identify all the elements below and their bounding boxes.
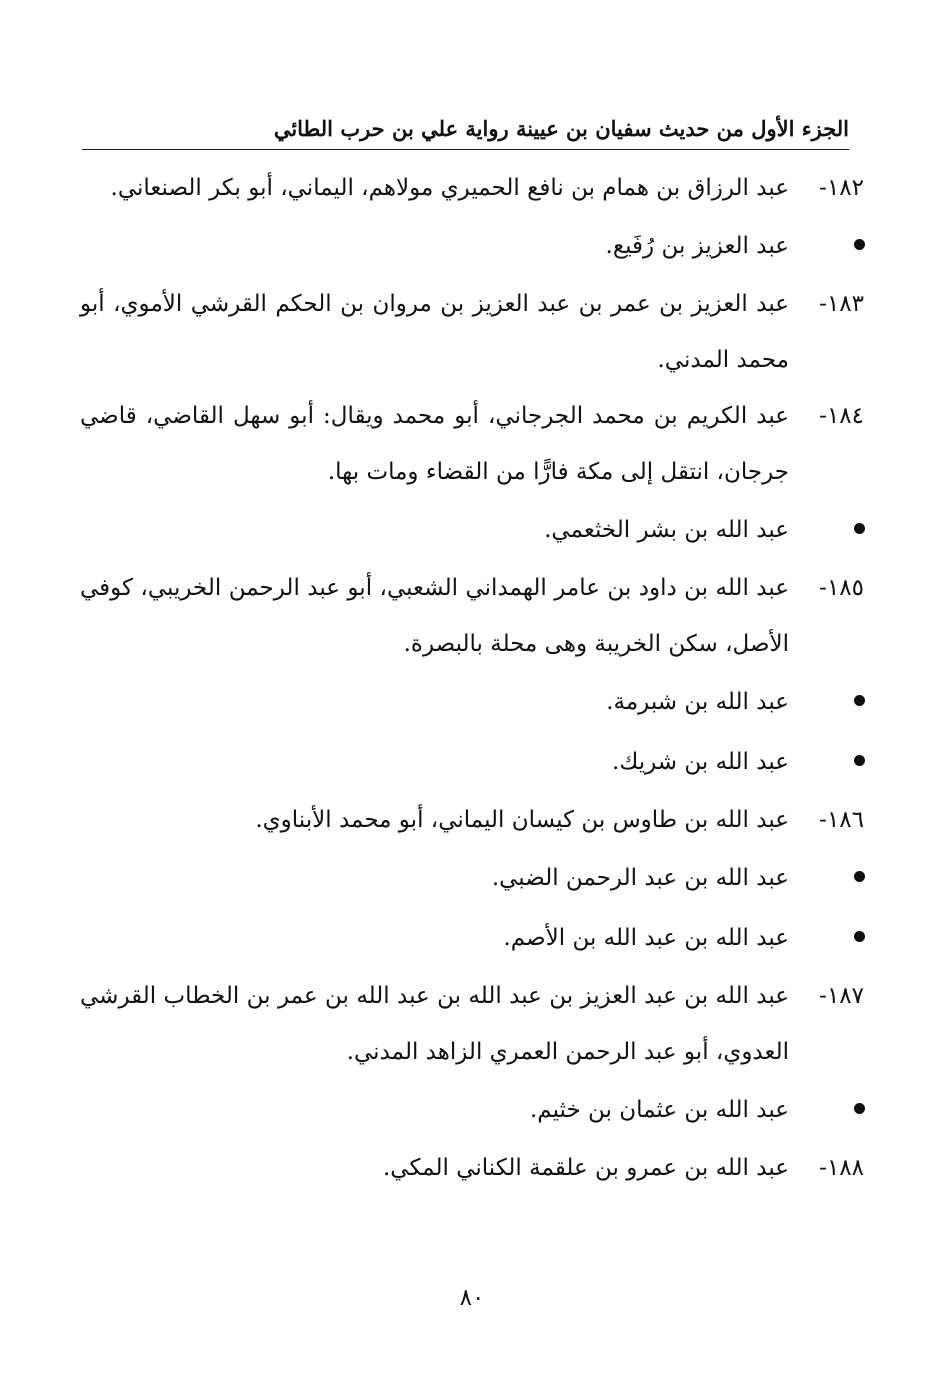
list-item (80, 968, 864, 1080)
entry-number: ١٨٣- (819, 291, 864, 317)
list-item (80, 500, 789, 560)
list-item (80, 908, 789, 968)
list-item (80, 1140, 864, 1196)
entry-text: عبد الله بن داود بن عامر الهمداني الشعبي، أبو عبد الرحمن الخريبي، كوفي الأصل، سكن الخريبة وهى محلة بالبصرة. (80, 575, 789, 657)
entry-number: ١٨٥- (819, 575, 864, 601)
page-number: ٨٠ (459, 1285, 485, 1311)
list-item (80, 560, 864, 672)
bullet-text: عبد الله بن بشر الخثعمي. (544, 517, 789, 543)
entry-number: ١٨٧- (819, 983, 864, 1009)
list-item (80, 848, 789, 908)
entry-text: عبد الله بن عبد العزيز بن عبد الله بن عبد الله بن عمر بن الخطاب القرشي العدوي، أبو عبد الرحمن العمري الزاهد المدني. (80, 983, 789, 1065)
list-item (80, 672, 789, 732)
list-item (80, 732, 789, 792)
bullet-text: عبد الله بن عبد الرحمن الضبي. (491, 865, 789, 891)
bullet-icon (854, 1103, 865, 1114)
list-item (80, 388, 864, 500)
bullet-icon (854, 871, 865, 882)
header-rule (82, 149, 849, 150)
bullet-text: عبد الله بن شريك. (612, 749, 789, 775)
entry-number: ١٨٦- (819, 807, 864, 833)
entry-number: ١٨٢- (819, 175, 864, 201)
bullet-icon (854, 523, 865, 534)
entry-text: عبد الرزاق بن همام بن نافع الحميري مولاهم، اليماني، أبو بكر الصنعاني. (110, 175, 789, 201)
list-item (80, 1080, 789, 1140)
bullet-icon (854, 931, 865, 942)
bullet-text: عبد الله بن شبرمة. (606, 689, 789, 715)
bullet-icon (854, 695, 865, 706)
list-item (80, 276, 864, 388)
bullet-text: عبد الله بن عثمان بن خثيم. (529, 1097, 789, 1123)
entry-text: عبد الله بن عمرو بن علقمة الكناني المكي. (383, 1155, 789, 1181)
list-item (80, 216, 789, 276)
entry-number: ١٨٤- (819, 403, 864, 429)
bullet-text: عبد الله بن عبد الله بن الأصم. (503, 925, 789, 951)
bullet-text: عبد العزيز بن رُفَيع. (605, 233, 789, 259)
list-item (80, 792, 864, 848)
entry-text: عبد الله بن طاوس بن كيسان اليماني، أبو محمد الأبناوي. (255, 807, 789, 833)
bullet-icon (854, 239, 865, 250)
list-item (80, 160, 864, 216)
entry-text: عبد الكريم بن محمد الجرجاني، أبو محمد ويقال: أبو سهل القاضي، قاضي جرجان، انتقل إلى مكة فارًّا من القضاء ومات بها. (80, 403, 789, 485)
entry-number: ١٨٨- (819, 1155, 864, 1181)
entries-list (80, 160, 864, 1196)
running-header: الجزء الأول من حديث سفيان بن عيينة رواية علي بن حرب الطائي (273, 116, 849, 141)
entry-text: عبد العزيز بن عمر بن عبد العزيز بن مروان بن الحكم القرشي الأموي، أبو محمد المدني. (80, 291, 789, 373)
bullet-icon (854, 755, 865, 766)
